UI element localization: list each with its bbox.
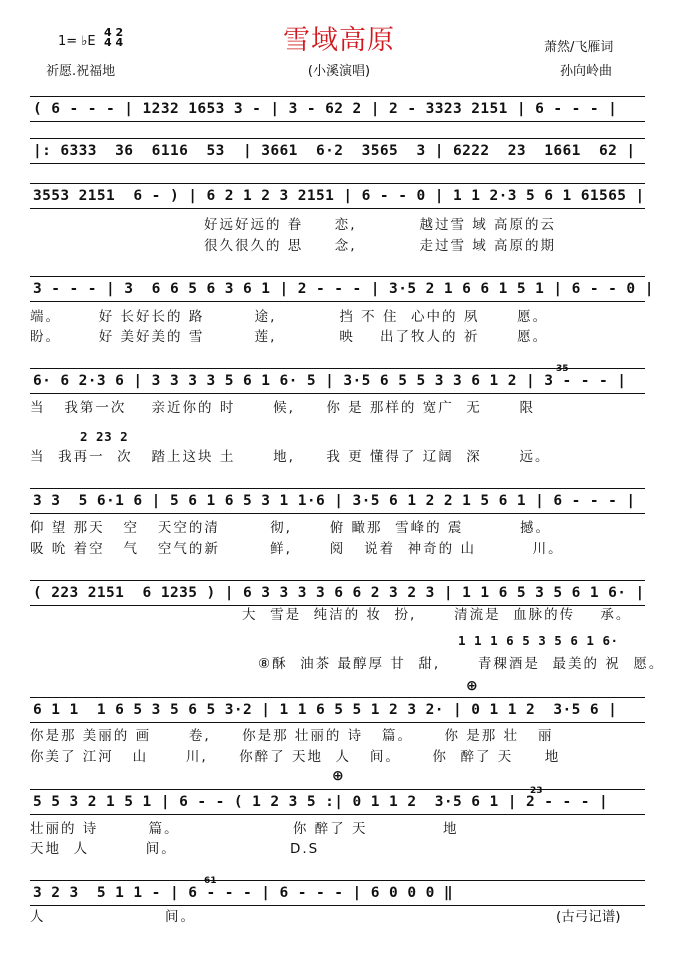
coda-sign-icon: ⊕: [466, 678, 478, 694]
lyrics-line-10: 人 间。: [30, 909, 197, 925]
notes-line-10: 3 2 3 5 1 1 - | 6 - - - | 6 - - - | 6 0 0 0 ‖: [33, 885, 453, 901]
song-title: 雪域高原: [283, 25, 395, 56]
notes-line-7: ( 223 2151 6 1235 ) | 6 3 3 3 3 6 6 2 3 2 3 | 1 1 6 5 3 5 6 1 6· |: [33, 585, 645, 601]
lyrics-line-5-verse-2: 当 我再一 次 踏上这块 土 地, 我 更 懂得了 辽阔 深 远。: [30, 449, 551, 465]
lyrics-line-4-verse-2: 盼。 好 美好美的 雪 莲, 映 出了牧人的 祈 愿。: [30, 329, 549, 345]
key-signature: 1= ♭E: [58, 34, 96, 49]
notes-line-4: 3 - - - | 3 6 6 5 6 3 6 1 | 2 - - - | 3·5 2 1 6 6 1 5 1 | 6 - - 0 |: [33, 281, 654, 297]
lyrics-line-6-verse-1: 仰 望 那天 空 天空的清 彻, 俯 瞰那 雪峰的 震 撼。: [30, 520, 551, 536]
notes-line-8: 6 1 1 1 6 5 3 5 6 5 3·2 | 1 1 6 5 5 1 2 3 2· | 0 1 1 2 3·5 6 |: [33, 702, 618, 718]
grace-note-a: 35: [556, 364, 569, 374]
coda-sign-icon: ⊕: [332, 768, 344, 784]
lyrics-line-9-verse-1: 壮丽的 诗 篇。 你 醉了 天 地: [30, 821, 459, 837]
lyrics-line-5-verse-1: 当 我第一次 亲近你的 时 候, 你 是 那样的 宽广 无 限: [30, 400, 536, 416]
dedication: 祈愿.祝福地: [46, 64, 116, 79]
verse-2-variant-notes: 2 23 2: [80, 429, 129, 444]
notes-line-6: 3 3 5 6·1 6 | 5 6 1 6 5 3 1 1·6 | 3·5 6 1 2 2 1 5 6 1 | 6 - - - |: [33, 493, 636, 509]
notes-line-2: |: 6333 36 6116 53 | 3661 6·2 3565 3 | 6222 23 1661 62 |: [33, 143, 636, 159]
lyrics-line-6-verse-2: 吸 吮 着空 气 空气的新 鲜, 阅 说着 神奇的 山 川。: [30, 541, 564, 557]
lyrics-line-3-verse-1: 好远好远的 眷 恋, 越过雪 域 高原的云: [204, 217, 557, 233]
lyricist: 萧然/飞雁词: [544, 40, 614, 55]
composer: 孙向岭曲: [560, 64, 613, 79]
notes-line-5: 6· 6 2·3 6 | 3 3 3 3 5 6 1 6· 5 | 3·5 6 5 5 3 3 6 1 2 | 3 - - - |: [33, 373, 627, 389]
lyrics-line-3-verse-2: 很久很久的 思 念, 走过雪 域 高原的期: [204, 238, 557, 254]
lyrics-line-9-verse-2: 天地 人 间。 D.S: [30, 841, 320, 857]
lyrics-line-4-verse-1: 端。 好 长好长的 路 途, 挡 不 住 心中的 夙 愿。: [30, 309, 549, 325]
song-subtitle: (小溪演唱): [307, 64, 371, 79]
grace-note-c: 61: [204, 876, 217, 886]
lyrics-line-8-verse-1: 你是那 美丽的 画 卷, 你是那 壮丽的 诗 篇。 你 是那 壮 丽: [30, 728, 554, 744]
lyrics-line-8-verse-2: 你美了 江河 山 川, 你醉了 天地 人 间。 你 醉了 天 地: [30, 749, 561, 765]
grace-note-b: 23: [530, 786, 543, 796]
chorus-variant-notes: 1 1 1 6 5 3 5 6 1 6·: [458, 633, 619, 648]
lyrics-line-7-b: ⑧酥 油茶 最醇厚 甘 甜, 青稞酒是 最美的 祝 愿。: [258, 656, 665, 672]
time-signature: 4 2 4 4: [104, 26, 124, 49]
notes-line-9: 5 5 3 2 1 5 1 | 6 - - ( 1 2 3 5 :| 0 1 1 2 3·5 6 1 | 2 - - - |: [33, 794, 609, 810]
lyrics-line-7-a: 大 雪是 纯洁的 妆 扮, 清流是 血脉的传 承。: [242, 607, 632, 623]
notes-line-3: 3553 2151 6 - ) | 6 2 1 2 3 2151 | 6 - - 0 | 1 1 2·3 5 6 1 61565 |: [33, 188, 645, 204]
transcriber-credit: (古弓记谱): [556, 909, 621, 925]
notes-line-1: ( 6 - - - | 1232 1653 3 - | 3 - 62 2 | 2 - 3323 2151 | 6 - - - |: [33, 101, 618, 117]
